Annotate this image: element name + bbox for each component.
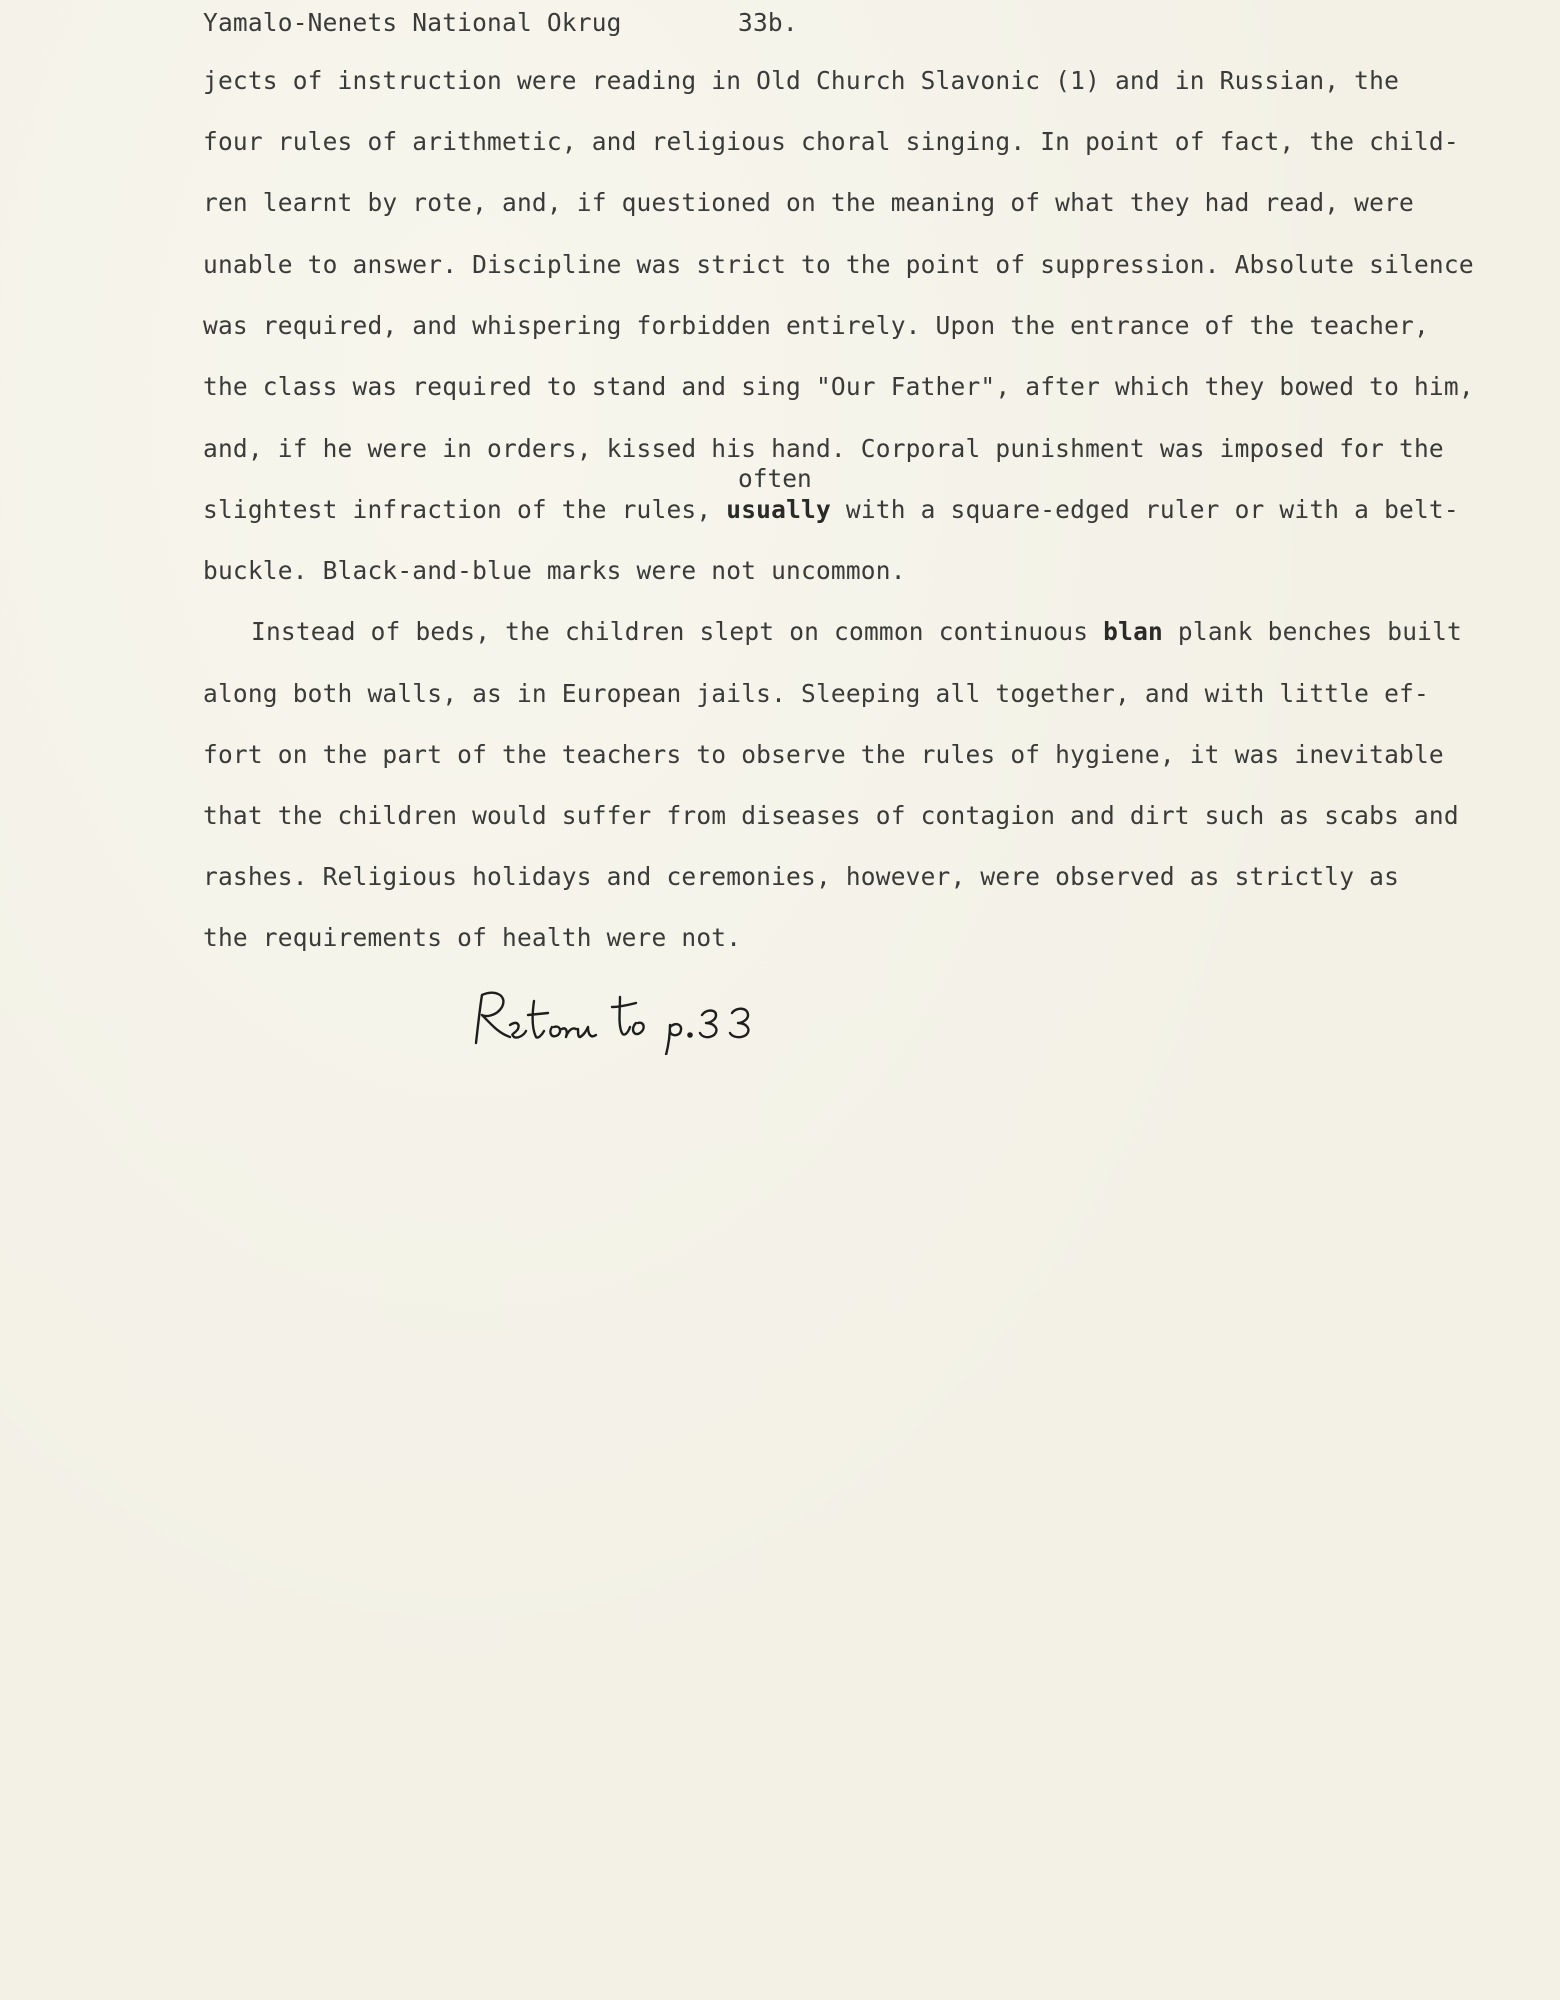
text-segment: with a square-edged ruler or with a belt-: [830, 495, 1459, 524]
handwritten-note: [470, 985, 810, 1055]
text-line: was required, and whispering forbidden entirely. Upon the entrance of the teacher,: [203, 311, 1429, 340]
text-segment: slightest infraction of the rules,: [203, 495, 727, 524]
text-line-with-correction: [203, 495, 1459, 524]
struck-word: blan: [1103, 617, 1163, 646]
text-line: fort on the part of the teachers to observe the rules of hygiene, it was inevitable: [203, 740, 1444, 769]
text-line: along both walls, as in European jails. Sleeping all together, and with little ef-: [203, 679, 1429, 708]
text-line: and, if he were in orders, kissed his hand. Corporal punishment was imposed for the: [203, 434, 1444, 463]
text-line: the requirements of health were not.: [203, 923, 742, 952]
page-number: 33b.: [738, 8, 798, 37]
text-line: buckle. Black-and-blue marks were not uncommon.: [203, 556, 906, 585]
text-line: ren learnt by rote, and, if questioned on the meaning of what they had read, were: [203, 188, 1414, 217]
header-title: Yamalo-Nenets National Okrug: [203, 8, 622, 37]
text-line: four rules of arithmetic, and religious choral singing. In point of fact, the child-: [203, 127, 1459, 156]
text-segment: plank benches built: [1162, 617, 1462, 646]
text-line: unable to answer. Discipline was strict to the point of suppression. Absolute silence: [203, 250, 1474, 279]
text-line: that the children would suffer from diseases of contagion and dirt such as scabs and: [203, 801, 1459, 830]
text-line: rashes. Religious holidays and ceremonies, however, were observed as strictly as: [203, 862, 1400, 891]
text-segment: Instead of beds, the children slept on common continuous: [251, 617, 1104, 646]
struck-word: usually: [726, 495, 831, 524]
typed-insertion: often: [738, 464, 812, 493]
text-line: jects of instruction were reading in Old Church Slavonic (1) and in Russian, the: [203, 66, 1400, 95]
text-line: the class was required to stand and sing "Our Father", after which they bowed to him,: [203, 372, 1474, 401]
text-line-with-correction: [251, 617, 1462, 646]
